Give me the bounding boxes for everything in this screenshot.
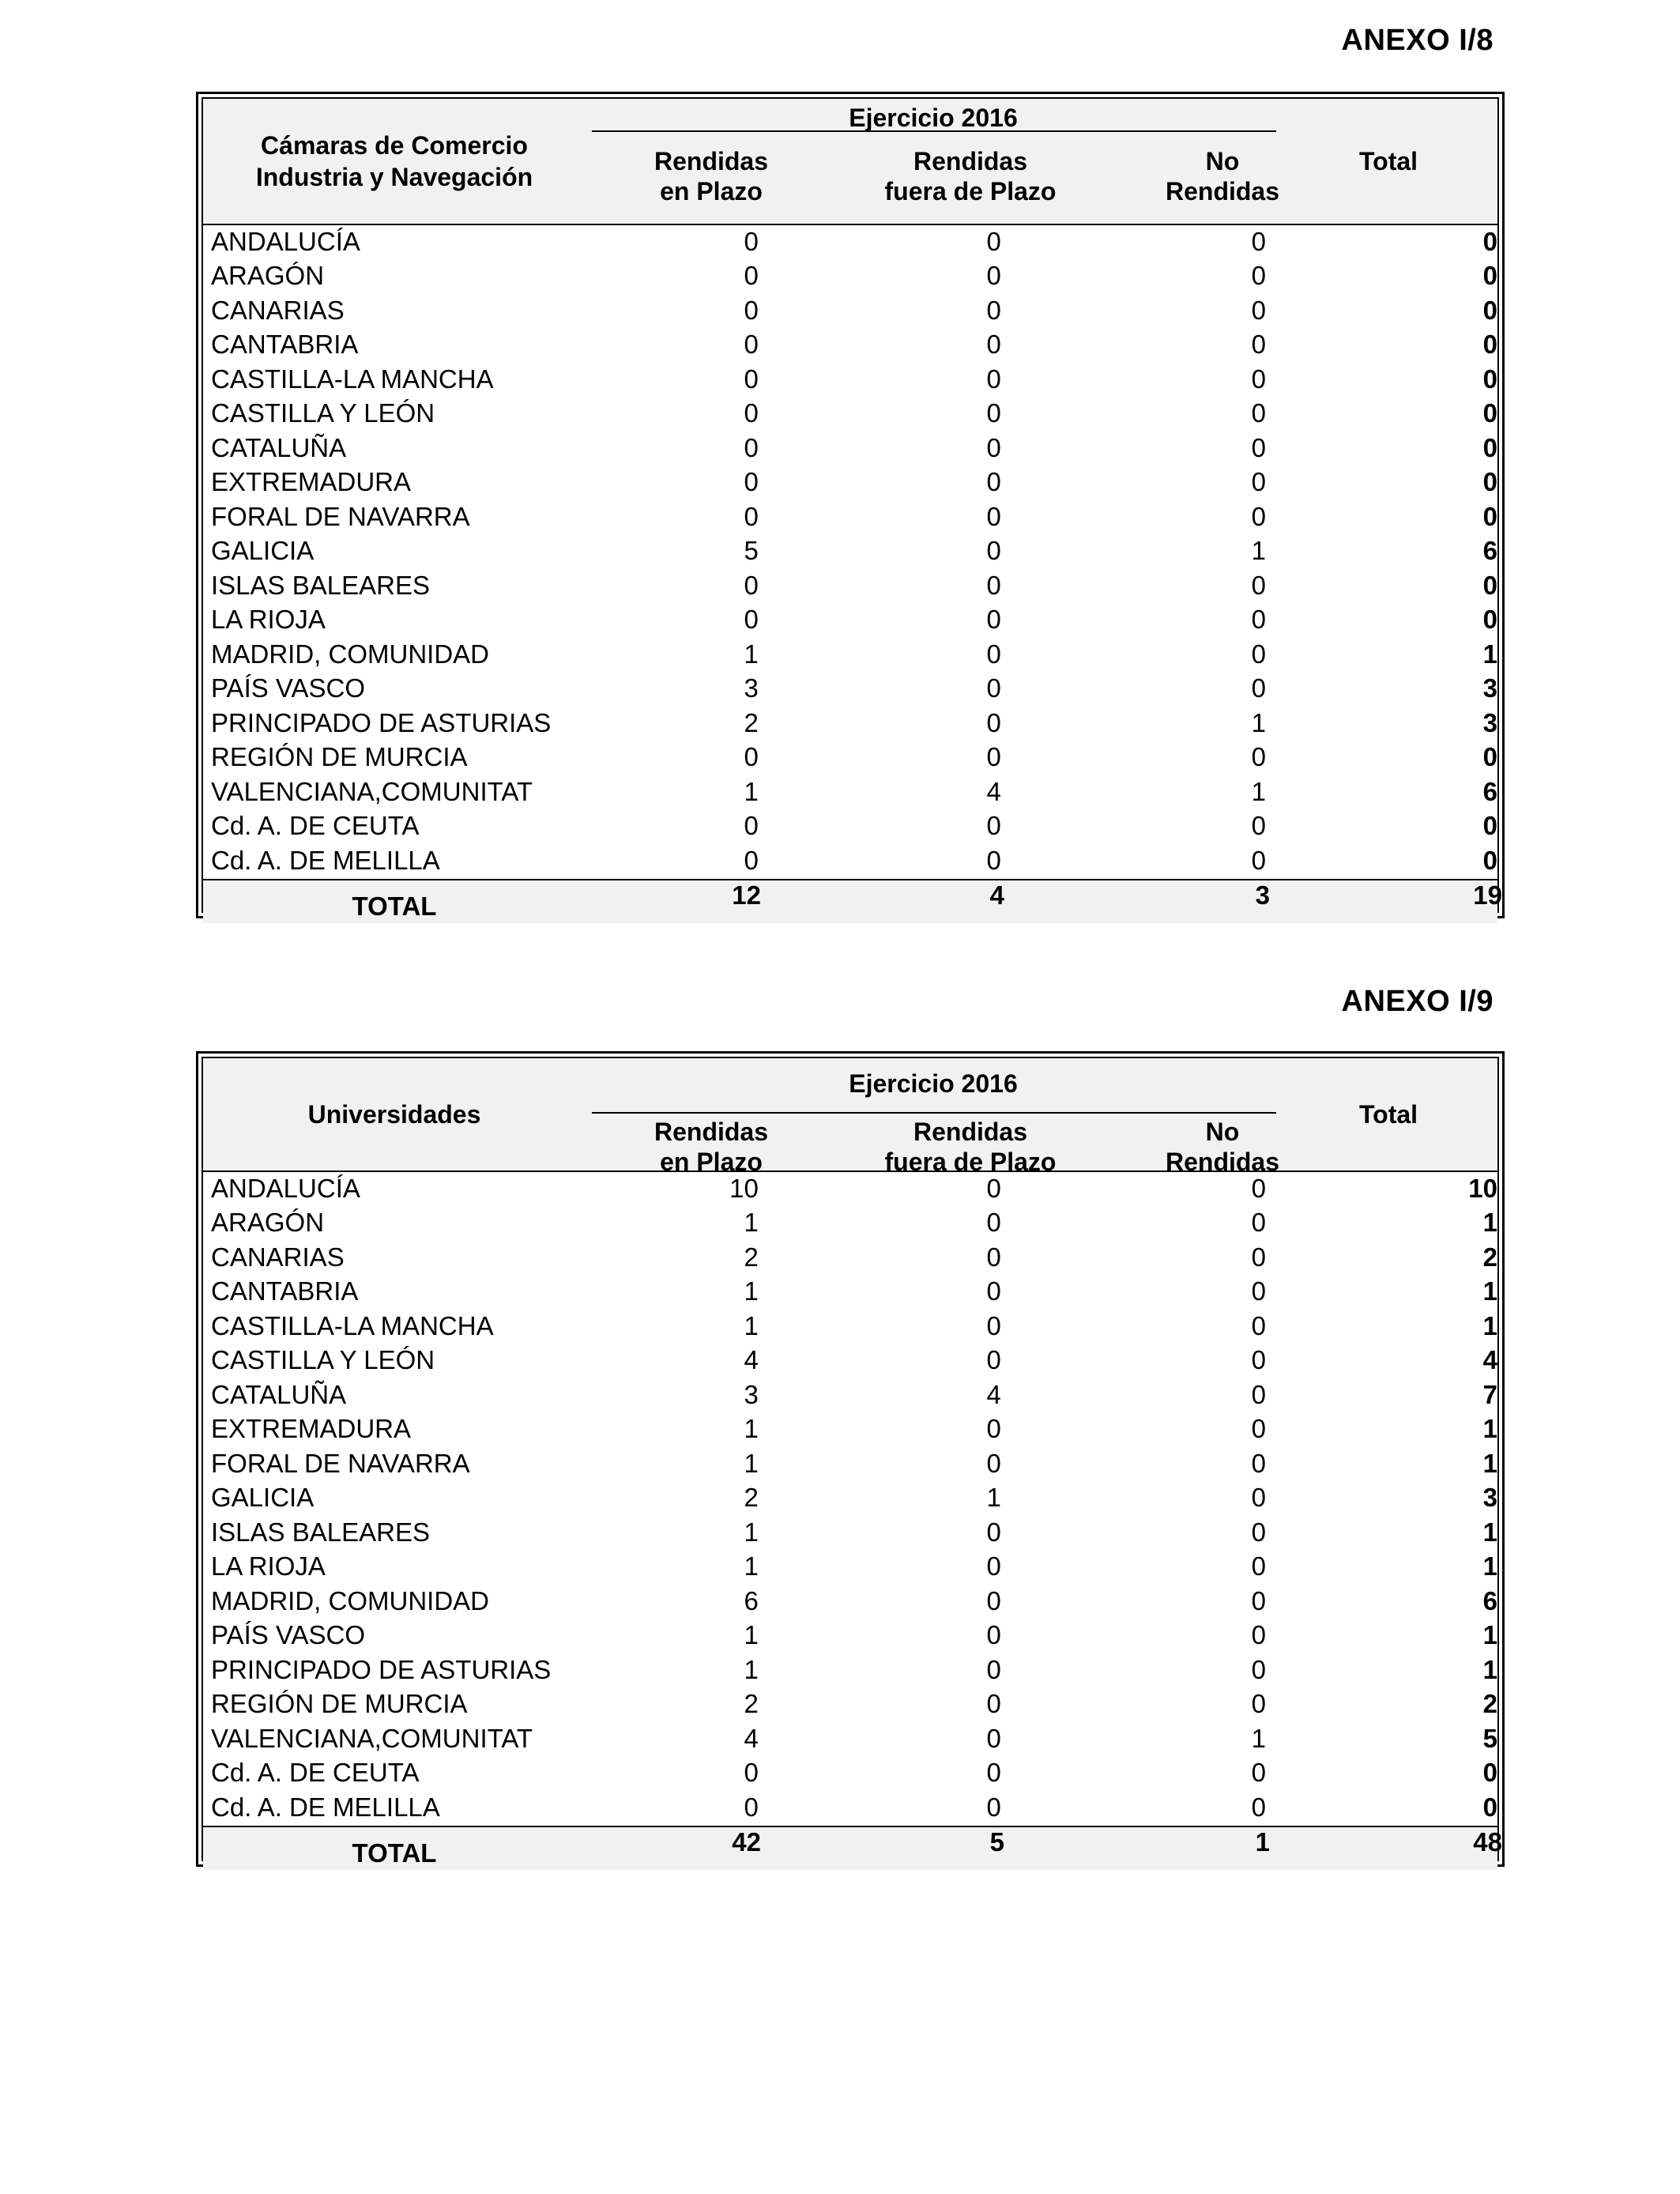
region-name: CASTILLA-LA MANCHA: [211, 364, 494, 394]
rendidas-en-plazo-cell: 0: [744, 364, 759, 394]
total-cell: 10: [1468, 1173, 1497, 1203]
rendidas-fuera-de-plazo-cell: 0: [986, 226, 1001, 256]
no-rendidas-cell: 0: [1251, 1551, 1266, 1581]
rendidas-en-plazo-cell: 0: [744, 432, 759, 462]
rendidas-en-plazo-cell: 1: [744, 1448, 759, 1478]
table-row: [203, 466, 1497, 501]
table-row: [203, 225, 1497, 260]
total-cell: 0: [1482, 432, 1497, 462]
no-rendidas-cell: 0: [1251, 845, 1266, 875]
rendidas-en-plazo-cell: 5: [744, 536, 759, 565]
rendidas-en-plazo-cell: 1: [744, 1654, 759, 1684]
region-name: VALENCIANA,COMUNITAT: [211, 776, 533, 806]
entity-column-header: [203, 99, 586, 224]
region-name: EXTREMADURA: [211, 467, 412, 496]
total-cell: 1: [1482, 1620, 1497, 1649]
table-row: [203, 1551, 1497, 1585]
col-header-rendidas-en-plazo: [586, 146, 837, 206]
col-header-line: Rendidas: [1165, 177, 1280, 205]
no-rendidas-cell: 0: [1251, 1242, 1266, 1272]
no-rendidas-cell: 0: [1251, 432, 1266, 462]
rendidas-en-plazo-cell: 4: [744, 1345, 759, 1374]
no-rendidas-cell: 0: [1251, 1517, 1266, 1547]
table-row: [203, 1757, 1497, 1792]
table-row: [203, 1585, 1497, 1619]
col-header-line: No: [1205, 1118, 1240, 1146]
no-rendidas-cell: 0: [1251, 1173, 1266, 1203]
table-row: [203, 1413, 1497, 1448]
total-cell: 1: [1482, 1448, 1497, 1478]
no-rendidas-cell: 1: [1251, 536, 1266, 565]
no-rendidas-cell: 0: [1251, 1792, 1266, 1822]
table-row: [203, 1310, 1497, 1344]
region-name: CANARIAS: [211, 1242, 345, 1272]
rendidas-en-plazo-cell: 1: [744, 1551, 759, 1581]
total-cell: 0: [1482, 811, 1497, 840]
total-cell: 1: [1482, 1414, 1497, 1443]
table-row: [203, 535, 1497, 570]
region-name: Cd. A. DE CEUTA: [211, 1758, 420, 1787]
rendidas-fuera-de-plazo-cell: 0: [986, 1654, 1001, 1684]
region-name: GALICIA: [211, 1483, 315, 1512]
rendidas-en-plazo-cell: 6: [744, 1585, 759, 1615]
region-name: FORAL DE NAVARRA: [211, 501, 470, 531]
total-label: TOTAL: [352, 891, 437, 921]
rendidas-fuera-de-plazo-cell: 0: [986, 1689, 1001, 1718]
total-cell: 0: [1482, 330, 1497, 359]
rendidas-fuera-de-plazo-cell: 0: [986, 1242, 1001, 1272]
no-rendidas-cell: 0: [1251, 398, 1266, 428]
total-grand: 19: [1473, 880, 1502, 910]
table-body: [203, 225, 1497, 879]
total-cell: 7: [1482, 1379, 1497, 1409]
table-row: [203, 294, 1497, 329]
table-row: [203, 1791, 1497, 1826]
total-cell: 1: [1482, 1551, 1497, 1581]
rendidas-fuera-de-plazo-cell: 0: [986, 261, 1001, 290]
table-row: [203, 1688, 1497, 1723]
col-header-line: Rendidas: [913, 147, 1028, 175]
total-cell: 6: [1482, 776, 1497, 806]
rendidas-fuera-de-plazo-cell: 0: [986, 330, 1001, 359]
rendidas-fuera-de-plazo-cell: 0: [986, 605, 1001, 634]
region-name: ISLAS BALEARES: [211, 570, 430, 600]
rendidas-en-plazo-cell: 0: [744, 467, 759, 496]
rendidas-en-plazo-cell: 0: [744, 501, 759, 531]
total-cell: 0: [1482, 742, 1497, 771]
rendidas-en-plazo-cell: 4: [744, 1723, 759, 1753]
rendidas-en-plazo-cell: 0: [744, 1792, 759, 1822]
region-name: PAÍS VASCO: [211, 673, 366, 703]
rendidas-fuera-de-plazo-cell: 0: [986, 845, 1001, 875]
rendidas-en-plazo-cell: 10: [729, 1173, 759, 1203]
no-rendidas-cell: 0: [1251, 501, 1266, 531]
col-header-rendidas-fuera-de-plazo: [837, 1117, 1104, 1177]
no-rendidas-cell: 0: [1251, 1758, 1266, 1787]
table-body: [203, 1172, 1497, 1826]
rendidas-en-plazo-cell: 1: [744, 1517, 759, 1547]
table-row: [203, 741, 1497, 776]
rendidas-fuera-de-plazo-cell: 0: [986, 1585, 1001, 1615]
table-row: [203, 844, 1497, 879]
no-rendidas-cell: 0: [1251, 570, 1266, 600]
region-name: REGIÓN DE MURCIA: [211, 742, 468, 771]
entity-header-line2: Industria y Navegación: [255, 163, 533, 191]
table-row: [203, 1344, 1497, 1379]
total-cell: 0: [1482, 364, 1497, 394]
table-row: [203, 260, 1497, 295]
col-header-line: Rendidas: [1165, 1148, 1280, 1176]
total-cell: 1: [1482, 1517, 1497, 1547]
total-cell: 6: [1482, 536, 1497, 565]
exercise-underline: [592, 130, 1276, 132]
table-row: [203, 1378, 1497, 1413]
region-name: Cd. A. DE MELILLA: [211, 1792, 440, 1822]
rendidas-fuera-de-plazo-cell: 0: [986, 1723, 1001, 1753]
rendidas-en-plazo-cell: 1: [744, 1276, 759, 1306]
no-rendidas-cell: 0: [1251, 364, 1266, 394]
table-row: [203, 363, 1497, 398]
total-cell: 2: [1482, 1689, 1497, 1718]
rendidas-fuera-de-plazo-cell: 0: [986, 501, 1001, 531]
region-name: CATALUÑA: [211, 1379, 347, 1409]
rendidas-fuera-de-plazo-cell: 0: [986, 742, 1001, 771]
rendidas-en-plazo-cell: 1: [744, 639, 759, 669]
rendidas-en-plazo-cell: 0: [744, 330, 759, 359]
rendidas-fuera-de-plazo-cell: 0: [986, 707, 1001, 737]
total-rendidas-fuera-de-plazo: 4: [989, 880, 1004, 910]
region-name: ANDALUCÍA: [211, 226, 360, 256]
rendidas-en-plazo-cell: 0: [744, 1758, 759, 1787]
annex-title: ANEXO I/8: [1341, 24, 1494, 57]
total-cell: 4: [1482, 1345, 1497, 1374]
rendidas-en-plazo-cell: 1: [744, 1310, 759, 1340]
region-name: CATALUÑA: [211, 432, 347, 462]
region-name: Cd. A. DE CEUTA: [211, 811, 420, 840]
rendidas-fuera-de-plazo-cell: 0: [986, 295, 1001, 325]
total-cell: 0: [1482, 295, 1497, 325]
table-row: [203, 673, 1497, 707]
no-rendidas-cell: 0: [1251, 1310, 1266, 1340]
region-name: VALENCIANA,COMUNITAT: [211, 1723, 533, 1753]
rendidas-en-plazo-cell: 3: [744, 1379, 759, 1409]
total-cell: 1: [1482, 1310, 1497, 1340]
exercise-header: Ejercicio 2016: [849, 1069, 1018, 1098]
rendidas-en-plazo-cell: 0: [744, 295, 759, 325]
total-cell: 0: [1482, 1758, 1497, 1787]
region-name: LA RIOJA: [211, 1551, 326, 1581]
total-cell: 0: [1482, 1792, 1497, 1822]
exercise-underline: [592, 1112, 1276, 1114]
table-inner: [202, 97, 1502, 921]
region-name: PRINCIPADO DE ASTURIAS: [211, 1654, 552, 1684]
rendidas-fuera-de-plazo-cell: 0: [986, 639, 1001, 669]
table-inner: [202, 1057, 1502, 1868]
total-cell: 0: [1482, 467, 1497, 496]
rendidas-en-plazo-cell: 0: [744, 742, 759, 771]
rendidas-fuera-de-plazo-cell: 1: [986, 1483, 1001, 1512]
table-row: [203, 329, 1497, 364]
total-cell: 0: [1482, 845, 1497, 875]
table-row: [203, 432, 1497, 466]
table-row: [203, 1207, 1497, 1242]
no-rendidas-cell: 0: [1251, 673, 1266, 703]
rendidas-fuera-de-plazo-cell: 0: [986, 1173, 1001, 1203]
rendidas-fuera-de-plazo-cell: 4: [986, 1379, 1001, 1409]
table-row: [203, 398, 1497, 432]
rendidas-en-plazo-cell: 1: [744, 1208, 759, 1237]
rendidas-fuera-de-plazo-cell: 0: [986, 1208, 1001, 1237]
total-rendidas-en-plazo: 42: [732, 1826, 761, 1857]
rendidas-fuera-de-plazo-cell: 0: [986, 1792, 1001, 1822]
table-row: [203, 1619, 1497, 1654]
table-row: [203, 1447, 1497, 1482]
no-rendidas-cell: 1: [1251, 707, 1266, 737]
rendidas-en-plazo-cell: 2: [744, 1483, 759, 1512]
rendidas-fuera-de-plazo-cell: 0: [986, 570, 1001, 600]
table-row: [203, 569, 1497, 604]
region-name: CASTILLA Y LEÓN: [211, 398, 435, 428]
rendidas-en-plazo-cell: 2: [744, 1689, 759, 1718]
total-rendidas-fuera-de-plazo: 5: [989, 1826, 1004, 1857]
rendidas-fuera-de-plazo-cell: 0: [986, 1758, 1001, 1787]
no-rendidas-cell: 0: [1251, 1345, 1266, 1374]
no-rendidas-cell: 0: [1251, 1208, 1266, 1237]
region-name: Cd. A. DE MELILLA: [211, 845, 440, 875]
no-rendidas-cell: 0: [1251, 1689, 1266, 1718]
no-rendidas-cell: 0: [1251, 1414, 1266, 1443]
table-row: [203, 1482, 1497, 1517]
rendidas-fuera-de-plazo-cell: 0: [986, 1551, 1001, 1581]
no-rendidas-cell: 0: [1251, 1448, 1266, 1478]
annex-title: ANEXO I/9: [1341, 985, 1494, 1018]
rendidas-en-plazo-cell: 3: [744, 673, 759, 703]
total-cell: 3: [1482, 1483, 1497, 1512]
rendidas-fuera-de-plazo-cell: 4: [986, 776, 1001, 806]
rendidas-fuera-de-plazo-cell: 0: [986, 1414, 1001, 1443]
entity-column-header: [203, 1058, 586, 1171]
total-cell: 0: [1482, 226, 1497, 256]
col-header-total: Total: [1358, 1099, 1418, 1129]
table-header: [203, 1058, 1497, 1176]
rendidas-en-plazo-cell: 0: [744, 570, 759, 600]
exercise-header: Ejercicio 2016: [849, 104, 1018, 132]
no-rendidas-cell: 1: [1251, 776, 1266, 806]
no-rendidas-cell: 0: [1251, 1620, 1266, 1649]
table-total-row: [203, 1826, 1502, 1870]
rendidas-en-plazo-cell: 2: [744, 707, 759, 737]
table-row: [203, 1276, 1497, 1310]
table-row: [203, 638, 1497, 673]
no-rendidas-cell: 0: [1251, 742, 1266, 771]
no-rendidas-cell: 0: [1251, 639, 1266, 669]
no-rendidas-cell: 0: [1251, 1585, 1266, 1615]
region-name: LA RIOJA: [211, 605, 326, 634]
table-row: [203, 1516, 1497, 1551]
rendidas-fuera-de-plazo-cell: 0: [986, 1517, 1001, 1547]
total-cell: 1: [1482, 639, 1497, 669]
total-cell: 1: [1482, 1276, 1497, 1306]
table-row: [203, 1653, 1497, 1688]
region-name: CANTABRIA: [211, 330, 359, 359]
col-header-line: Rendidas: [654, 147, 769, 175]
col-header-line: fuera de Plazo: [884, 177, 1057, 205]
total-cell: 2: [1482, 1242, 1497, 1272]
no-rendidas-cell: 0: [1251, 330, 1266, 359]
no-rendidas-cell: 0: [1251, 467, 1266, 496]
no-rendidas-cell: 0: [1251, 295, 1266, 325]
table-row: [203, 810, 1497, 845]
region-name: MADRID, COMUNIDAD: [211, 1585, 489, 1615]
total-cell: 0: [1482, 501, 1497, 531]
rendidas-fuera-de-plazo-cell: 0: [986, 467, 1001, 496]
total-cell: 1: [1482, 1208, 1497, 1237]
total-label: TOTAL: [352, 1838, 437, 1868]
region-name: PAÍS VASCO: [211, 1620, 366, 1649]
rendidas-en-plazo-cell: 0: [744, 845, 759, 875]
rendidas-fuera-de-plazo-cell: 0: [986, 1276, 1001, 1306]
no-rendidas-cell: 0: [1251, 605, 1266, 634]
region-name: ARAGÓN: [211, 261, 325, 290]
total-cell: 3: [1482, 673, 1497, 703]
region-name: REGIÓN DE MURCIA: [211, 1689, 468, 1718]
rendidas-fuera-de-plazo-cell: 0: [986, 1310, 1001, 1340]
region-name: GALICIA: [211, 536, 315, 565]
rendidas-en-plazo-cell: 1: [744, 1620, 759, 1649]
table-row: [203, 1241, 1497, 1276]
region-name: CASTILLA-LA MANCHA: [211, 1310, 494, 1340]
total-cell: 0: [1482, 261, 1497, 290]
no-rendidas-cell: 0: [1251, 261, 1266, 290]
table-total-row: [203, 879, 1502, 923]
rendidas-fuera-de-plazo-cell: 0: [986, 1448, 1001, 1478]
no-rendidas-cell: 0: [1251, 811, 1266, 840]
region-name: CASTILLA Y LEÓN: [211, 1345, 435, 1374]
table-row: [203, 500, 1497, 535]
table-row: [203, 1722, 1497, 1757]
rendidas-en-plazo-cell: 1: [744, 1414, 759, 1443]
rendidas-fuera-de-plazo-cell: 0: [986, 536, 1001, 565]
no-rendidas-cell: 0: [1251, 226, 1266, 256]
col-header-line: No: [1205, 147, 1240, 175]
total-cell: 3: [1482, 707, 1497, 737]
total-rendidas-en-plazo: 12: [732, 880, 761, 910]
region-name: CANTABRIA: [211, 1276, 359, 1306]
annex-table-camaras: [196, 92, 1505, 921]
entity-header-line1: Universidades: [307, 1100, 481, 1129]
col-header-line: Rendidas: [654, 1118, 769, 1146]
rendidas-en-plazo-cell: 2: [744, 1242, 759, 1272]
entity-header-line1: Cámaras de Comercio: [261, 131, 528, 160]
total-no-rendidas: 3: [1255, 880, 1270, 910]
rendidas-fuera-de-plazo-cell: 0: [986, 398, 1001, 428]
no-rendidas-cell: 0: [1251, 1276, 1266, 1306]
col-header-rendidas-fuera-de-plazo: [837, 146, 1104, 206]
table-row: [203, 604, 1497, 639]
total-no-rendidas: 1: [1255, 1826, 1270, 1857]
total-cell: 6: [1482, 1585, 1497, 1615]
rendidas-fuera-de-plazo-cell: 0: [986, 811, 1001, 840]
rendidas-fuera-de-plazo-cell: 0: [986, 1345, 1001, 1374]
total-cell: 1: [1482, 1654, 1497, 1684]
col-header-line: fuera de Plazo: [884, 1148, 1057, 1176]
region-name: ISLAS BALEARES: [211, 1517, 430, 1547]
table-header: [203, 99, 1497, 225]
rendidas-en-plazo-cell: 0: [744, 398, 759, 428]
total-cell: 0: [1482, 570, 1497, 600]
col-header-rendidas-en-plazo: [586, 1117, 837, 1177]
rendidas-en-plazo-cell: 1: [744, 776, 759, 806]
rendidas-fuera-de-plazo-cell: 0: [986, 1620, 1001, 1649]
total-grand: 48: [1473, 1826, 1502, 1857]
region-name: PRINCIPADO DE ASTURIAS: [211, 707, 552, 737]
col-header-line: Rendidas: [913, 1118, 1028, 1146]
total-cell: 0: [1482, 605, 1497, 634]
col-header-total: Total: [1358, 146, 1418, 175]
rendidas-fuera-de-plazo-cell: 0: [986, 364, 1001, 394]
region-name: CANARIAS: [211, 295, 345, 325]
region-name: FORAL DE NAVARRA: [211, 1448, 470, 1478]
region-name: ARAGÓN: [211, 1208, 325, 1237]
rendidas-en-plazo-cell: 0: [744, 811, 759, 840]
rendidas-en-plazo-cell: 0: [744, 261, 759, 290]
no-rendidas-cell: 1: [1251, 1723, 1266, 1753]
total-cell: 0: [1482, 398, 1497, 428]
table-row: [203, 1172, 1497, 1207]
annex-table-universidades: [196, 1051, 1505, 1867]
table-row: [203, 707, 1497, 741]
region-name: ANDALUCÍA: [211, 1173, 360, 1203]
col-header-line: en Plazo: [660, 177, 763, 205]
no-rendidas-cell: 0: [1251, 1483, 1266, 1512]
table-row: [203, 775, 1497, 810]
rendidas-fuera-de-plazo-cell: 0: [986, 673, 1001, 703]
no-rendidas-cell: 0: [1251, 1379, 1266, 1409]
no-rendidas-cell: 0: [1251, 1654, 1266, 1684]
rendidas-fuera-de-plazo-cell: 0: [986, 432, 1001, 462]
total-cell: 5: [1482, 1723, 1497, 1753]
rendidas-en-plazo-cell: 0: [744, 226, 759, 256]
rendidas-en-plazo-cell: 0: [744, 605, 759, 634]
region-name: EXTREMADURA: [211, 1414, 412, 1443]
col-header-line: en Plazo: [660, 1148, 763, 1176]
region-name: MADRID, COMUNIDAD: [211, 639, 489, 669]
